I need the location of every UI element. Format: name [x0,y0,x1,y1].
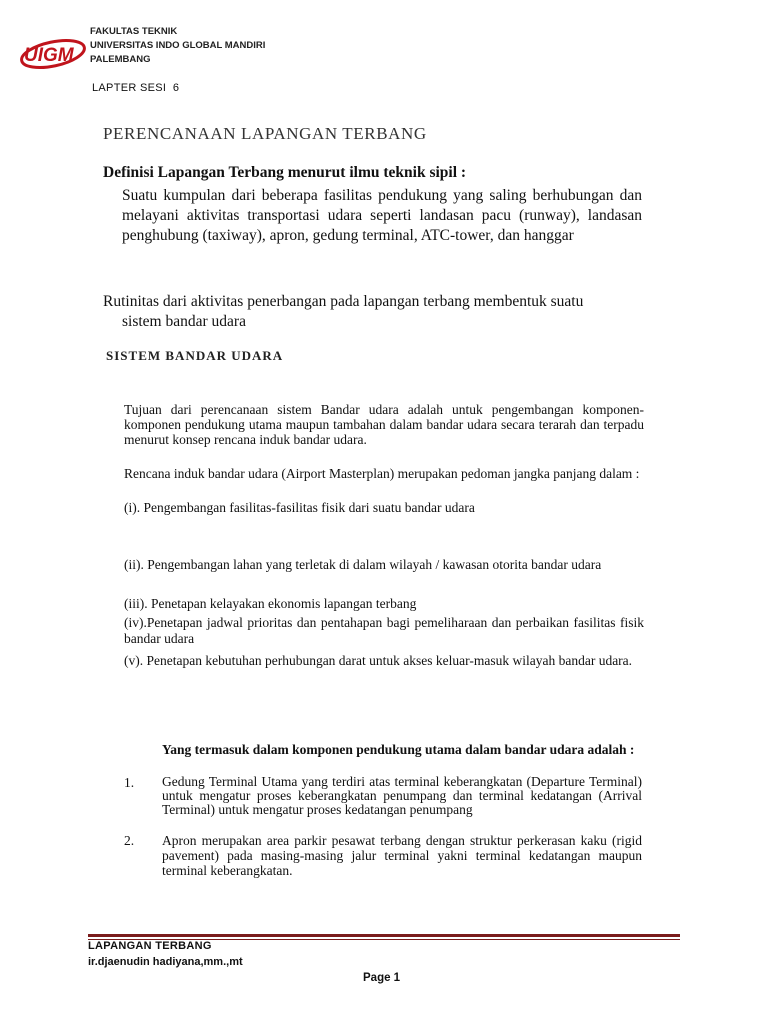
page-number: Page 1 [363,972,401,984]
masterplan-paragraph: Rencana induk bandar udara (Airport Masterplan) merupakan pedoman jangka panjang dalam : [124,466,640,481]
uigm-logo [18,36,88,72]
list-number: 2. [124,833,135,848]
routine-line: sistem bandar udara [122,313,246,330]
definition-text: Suatu kumpulan dari beberapa fasilitas pendukung yang saling berhubungan dan melayani aktivitas transportasi udara seperti landasan pacu (runway), landasan penghubung (taxiway), apron, gedung terminal, ATC-tower, dan hanggar [122,187,642,244]
session-label: LAPTER SESI 6 [92,82,180,94]
footer-rule [88,934,680,937]
institution-block [90,25,265,67]
list-item: (v). Penetapan kebutuhan perhubungan darat untuk akses keluar-masuk wilayah bandar udara. [124,653,633,668]
purpose-paragraph: Tujuan dari perencanaan sistem Bandar udara adalah untuk pengembangan komponen-komponen pendukung utama maupun tambahan dalam bandar udara secara terarah dan terpadu menurut konsep rencana induk bandar udara. [124,402,644,447]
routine-paragraph [103,292,648,332]
document-title: PERENCANAAN LAPANGAN TERBANG [103,124,427,143]
institution-line: PALEMBANG [90,54,151,65]
section-heading: SISTEM BANDAR UDARA [106,348,284,363]
institution-line: UNIVERSITAS INDO GLOBAL MANDIRI [90,40,266,51]
list-item: (ii). Pengembangan lahan yang terletak di dalam wilayah / kawasan otorita bandar udara [124,557,602,572]
list-heading: Yang termasuk dalam komponen pendukung utama dalam bandar udara adalah : [162,742,635,757]
routine-line: Rutinitas dari aktivitas penerbangan pada lapangan terbang membentuk suatu [103,293,584,310]
numbered-item-text: Gedung Terminal Utama yang terdiri atas terminal keberangkatan (Departure Terminal) untuk mengatur proses keberangkatan penumpang dan terminal kedatangan (Arrival Terminal) untuk mengatur proses kedatangan penumpang [162,774,642,817]
footer-author: ir.djaenudin hadiyana,mm.,mt [88,956,243,968]
list-item: (iii). Penetapan kelayakan ekonomis lapangan terbang [124,596,417,611]
logo-text: UIGM [24,45,74,66]
list-number: 1. [124,775,135,790]
list-item: (i). Pengembangan fasilitas-fasilitas fisik dari suatu bandar udara [124,500,475,515]
list-item: (iv).Penetapan jadwal prioritas dan pentahapan bagi pemeliharaan dan perbaikan fasilitas fisik bandar udara [124,615,644,646]
footer-course: LAPANGAN TERBANG [88,940,212,952]
institution-line: FAKULTAS TEKNIK [90,26,178,37]
numbered-item-text: Apron merupakan area parkir pesawat terbang dengan struktur perkerasan kaku (rigid pavement) pada masing-masing jalur terminal yakni terminal kedatangan maupun terminal keberangkatan. [162,833,642,878]
definition-heading: Definisi Lapangan Terbang menurut ilmu teknik sipil : [103,164,467,181]
